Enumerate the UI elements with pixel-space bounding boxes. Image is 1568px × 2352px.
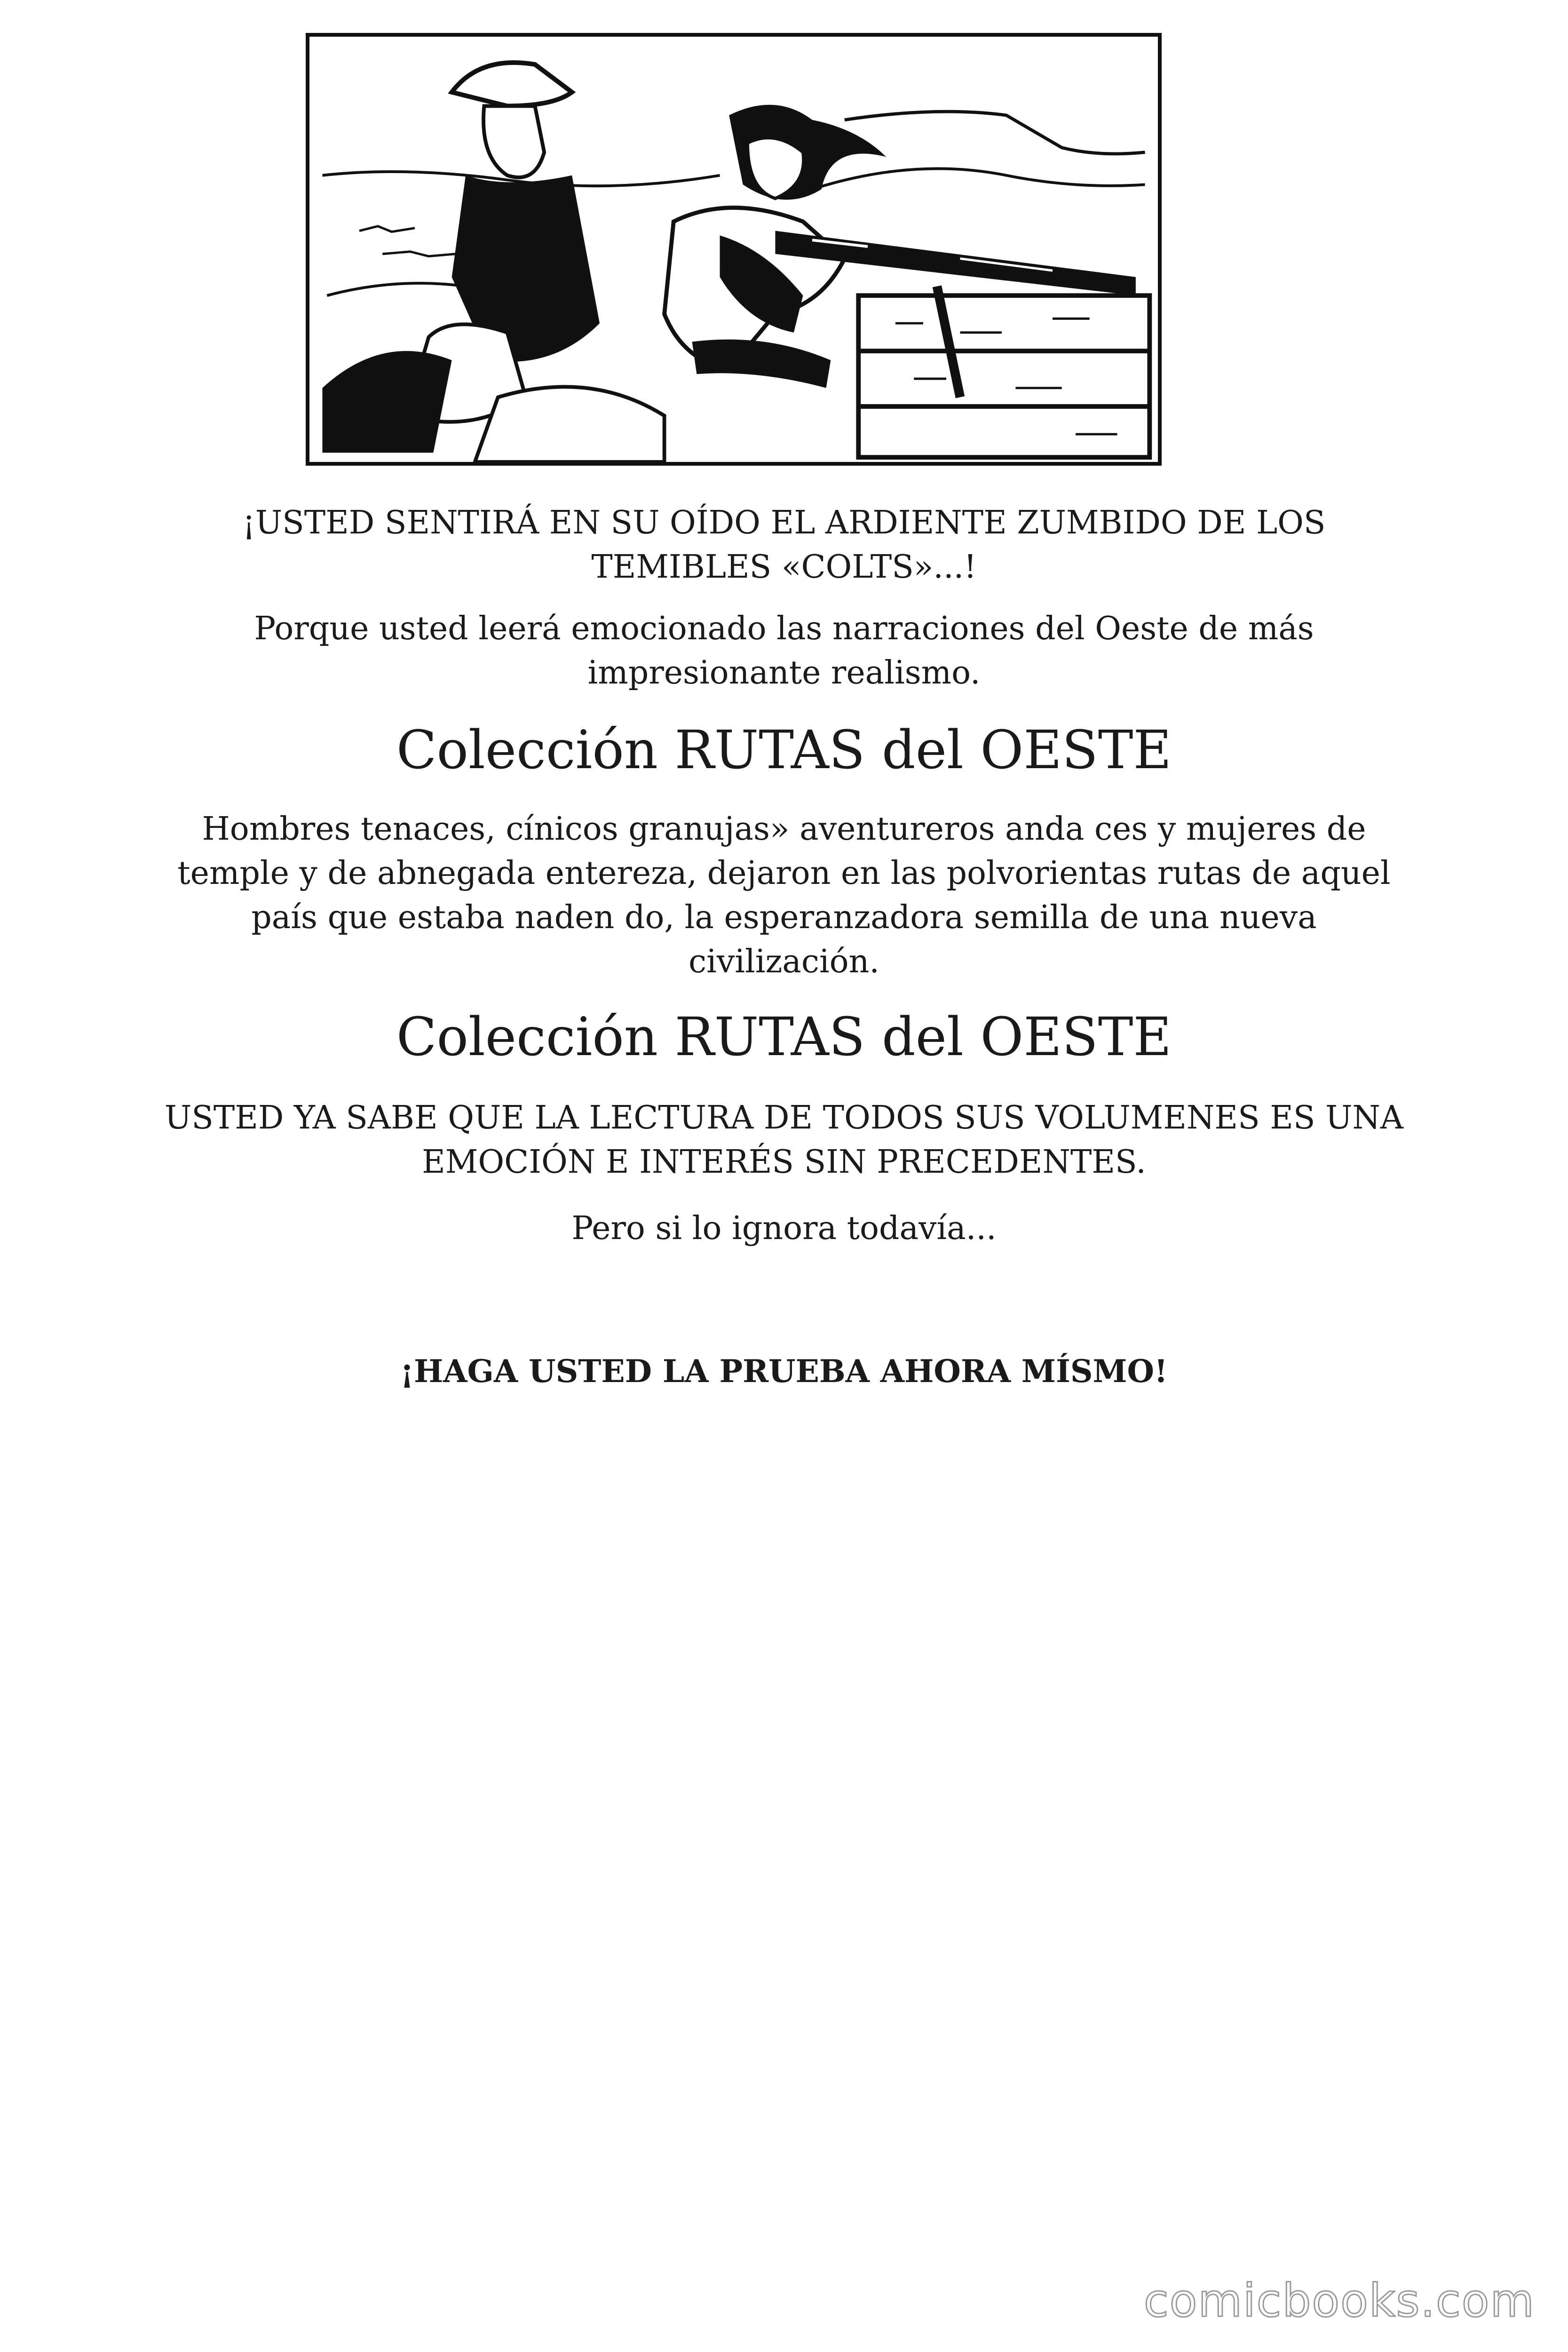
western-rider-and-rifle-woman-illustration — [309, 37, 1158, 462]
western-illustration — [306, 33, 1162, 466]
headline-line-2: TEMIBLES «COLTS»...! — [591, 548, 977, 586]
emotion-line-2: EMOCIÓN E INTERÉS SIN PRECEDENTES. — [422, 1144, 1146, 1181]
ignore-line: Pero si lo ignora todavía... — [571, 1210, 997, 1247]
intro-line-1: Porque usted leerá emocionado las narraciones del Oeste de más — [254, 610, 1314, 647]
description-line-4: civilización. — [688, 943, 880, 980]
description-line-3: país que estaba naden do, la esperanzadora semilla de una nueva — [251, 899, 1317, 936]
collection-title-2: Colección RUTAS del OESTE — [396, 1007, 1172, 1068]
emotion-line-1: USTED YA SABE QUE LA LECTURA DE TODOS SUS VOLUMENES ES UNA — [164, 1099, 1404, 1136]
description-line-1: Hombres tenaces, cínicos granujas» aventureros anda ces y mujeres de — [202, 810, 1366, 848]
collection-title-1: Colección RUTAS del OESTE — [396, 720, 1172, 781]
call-to-action: ¡HAGA USTED LA PRUEBA AHORA MÍSMO! — [400, 1353, 1168, 1390]
headline-line-1: ¡USTED SENTIRÁ EN SU OÍDO EL ARDIENTE ZUMBIDO DE LOS — [242, 504, 1326, 541]
description-line-2: temple y de abnegada entereza, dejaron en las polvorientas rutas de aquel — [177, 855, 1391, 892]
intro-line-2: impresionante realismo. — [587, 654, 981, 691]
site-watermark: comicbooks.com — [1143, 2274, 1535, 2327]
